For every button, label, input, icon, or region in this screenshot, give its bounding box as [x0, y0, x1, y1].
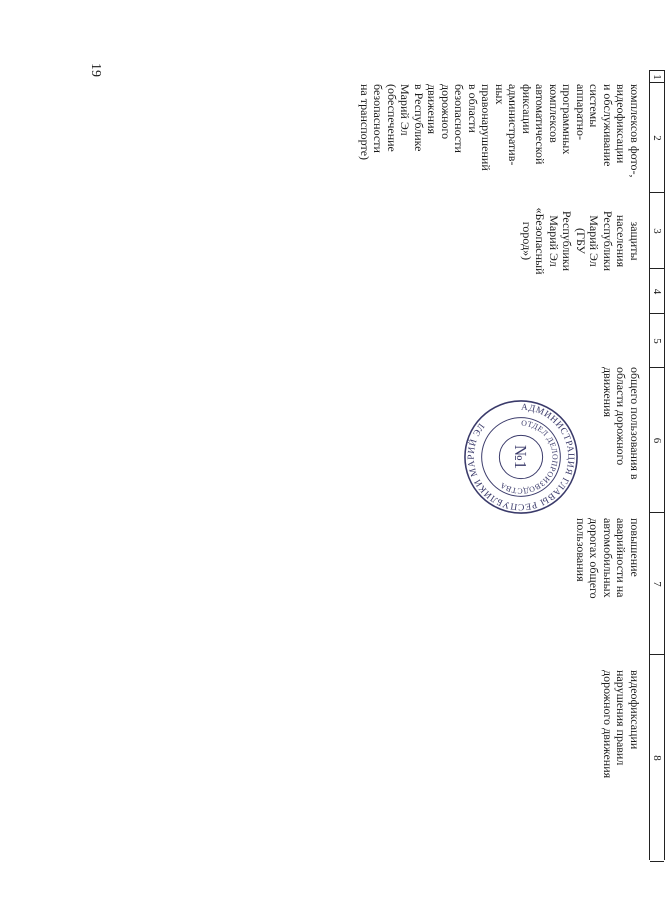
official-stamp [462, 398, 580, 516]
cell-col-7: повышение аварийности на автомобильных дорогах общего пользования [574, 518, 642, 599]
page-number: 19 [88, 63, 103, 77]
stamp-outer-text: АДМИНИСТРАЦИЯ ГЛАВЫ РЕСПУБЛИКИ МАРИЙ ЭЛ [466, 402, 576, 512]
header-col-8: 8 [650, 654, 664, 862]
cell-col-3: защиты населения Республики Марий Эл (ГБУ Республики Марий Эл «Безопасный город») [520, 207, 642, 275]
header-col-6: 6 [650, 367, 664, 513]
header-col-1: 1 [650, 70, 664, 83]
cell-col-6: общего пользования в области дорожного движения [601, 367, 642, 480]
table-header-row [649, 70, 665, 860]
header-col-5: 5 [650, 313, 664, 368]
table [145, 70, 665, 860]
header-col-7: 7 [650, 512, 664, 655]
header-col-2: 2 [650, 82, 664, 193]
header-col-3: 3 [650, 192, 664, 269]
header-col-4: 4 [650, 268, 664, 314]
cell-col-2: комплексов фото-, видеофиксации и обслуживание системы аппаратно- программных комплексов автоматической фиксации административ- ных правонарушений в области безопасности дорожного движения в Республике Марий Эл (обеспечение безопасности на транспорте) [358, 84, 642, 178]
stamp-inner-text: ОТДЕЛ ДЕЛОПРОИЗВОДСТВА [498, 418, 560, 496]
cell-col-8: видеофиксации нарушения правил дорожного движения [601, 670, 642, 779]
stamp-center-text: №1 [511, 444, 531, 470]
